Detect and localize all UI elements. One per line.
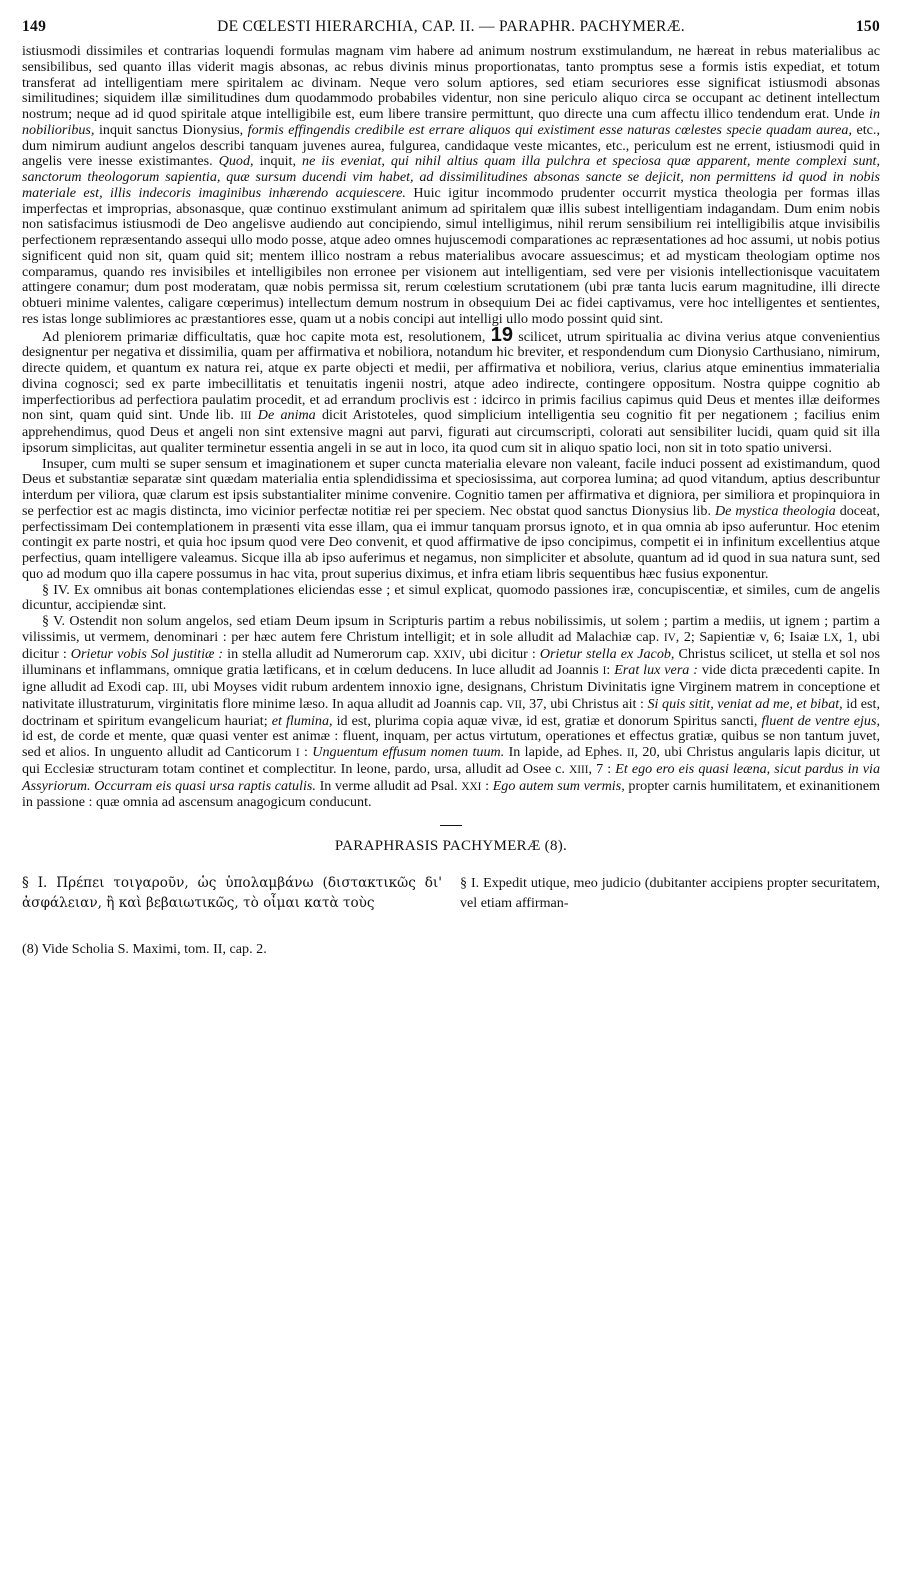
italic-run: De anima [257, 407, 316, 424]
italic-run: et flumina, [271, 712, 333, 729]
text-run: id est, de corde et mente, quæ quasi venter est animæ : fluent, inquam, per actus virtutum, operationes et effectus gratiæ, quibus se non tantum juvet, sed et alios. In unguento alludit ad Canticorum [22, 728, 880, 760]
italic-run: Orietur vobis Sol justitiæ : [70, 645, 224, 662]
text-run: istiusmodi dissimiles et contrarias loquendi formulas magnam vim habere ad animum nostrum exstimulandum, ne hæreat in rebus materialibus ac sensibilibus, sed quanto illas viderit magis absonas, ac rebus divinis minus proportionatas, tanto promptus sese a formis istis expediat, et totum transferat ad intelligentiam mere spiritalem ac divinam. Neque vero solum aptiores, sed etiam securiores esse significat istiusmodi absonas similitudines; siquidem illæ similitudines dum quodammodo probabiles videntur, non sine periculo aliquo circa se occupant ac detinent intellectum nostrum; neque ad id quod spiritale atque intelligibile est, eum libere transire permittunt, quo directe una cum affectu illico tendendum erat. Unde [22, 43, 880, 122]
text-run: Christus scilicet, ut stella et sol nos illuminans et inflammans, omnique gratia lætificans, et in cœlum deducens. In luce alludit ad Joannis [22, 645, 880, 679]
text-run: II [626, 747, 635, 759]
text-run: propter carnis humilitatem, et exinanitionem in passione : quæ omnia ad ascensum anagogicum conducunt. [22, 777, 880, 811]
paragraph-section-iv: § IV. Ex omnibus ait bonas contemplationes eliciendas esse ; et simul explicat, quomodo passiones iræ, concupiscentiæ, et similes, cum de angelis dicuntur, accipiendæ sint. [22, 581, 880, 614]
paragraph-1 [22, 44, 880, 328]
paraphrasis-title: PARAPHRASIS PACHYMERÆ (8). [334, 838, 568, 854]
text-run: IV [663, 631, 676, 644]
text-run: id est, plurima copia aquæ vivæ, id est, gratiæ et donorum Spiritus sancti, [332, 712, 762, 729]
text-run: scilicet, utrum spiritualia ac divina verius atque convenientius designentur per negativa et dissimilia, quam per affirmativa et nobiliora, notandum hic breviter, et respondendum cum Dionysio Carthusiano, nimirum, directe quidem, et quantum ex natura rei, atque ex parte objecti et medii, per affirmativa et nobiliora, verius, clarius atque eminentius immaterialia divina cognosci; sed ex parte imbecillitatis et tenuitatis ingenii nostri, atque adeo indirecte, contingere oppositum. Nostra quippe cognitio ab imperfectioribus ad perfectiora paulatim procedit, et ad errandum proclivis est : idcirco in primis facilius capimus quid Deus et mentes illæ deiformes non sint, quam quid sint. Unde lib. [22, 328, 880, 424]
italic-run: Et ego ero eis quasi leæna, sicut pardus in via Assyriorum. Occurram eis quasi ursa raptis catulis. [22, 760, 881, 794]
paragraph-2-rest [22, 329, 880, 456]
italic-run: De mystica theologia [715, 502, 836, 519]
text-run: etc., dum nimirum audiunt angelos describi tanquam juvenes aurea, fulgurea, candidaque veste micantes, etc., periculum est ne errent, istiusmodi quid in angelis vere inesse existimantes. [22, 121, 880, 170]
footnote: (8) Vide Scholia S. Maximi, tom. II, cap. 2. [22, 941, 267, 957]
text-run: Huic igitur incommodo prudenter occurrit mystica theologia per formas illas imperfectas et improprias, absonasque, quæ continuo exstimulant animum ad spiritalem quæ illis subest intelligentiam indagandam. Dum enim nobis non satisfacimus istiusmodi de Deo angelisve audiendo aut concipiendo, simul intelligimus, nihil rerum sensibilium rei intelligibilis atque invisibilis perfectionem repræsentando assequi ullo modo posse, atque adeo omnes hujuscemodi comparationes ac repræsentationes ad hoc assumi, ut nobis potius significent quid non sit, quam quid sit; mentem illico nostram a rebus materialibus avocare assuescimus; et ad mysticam theologiam optime nos comparamus, quando res invisibiles et intelligibiles non erronee per visionem aut intelligentiam, sed vere per visionis intellectionisque vacuitatem attingere conamur; dum post moderatam, quæ nobis permissa sit, rerum cœlestium scrutationem (ubi præ tanta lucis earum magnitudine, illi directe obtueri minime valentes, caligare cœperimus) intellectum demum nostrum in obsequium Dei ac fidei captivamus, vere hoc intelligentes et sentientes, res istas longe sublimiores ac præstantiores esse, quam ut a nobis concipi aut intelligi ullo modo possint quid sint. [22, 184, 880, 327]
text-run: vide dicta præcedenti capite. In igne alludit ad Exodi cap. [22, 662, 880, 695]
text-run: Insuper, cum multi se super sensum et imaginationem et super cuncta materialia elevare non valeant, facile induci possent ad existimandum, quod Deus et substantiæ separatæ sint quædam materialia entia splendidissima et speciosissima, aut corporea lumina; ad quod vitandum, aptius describuntur interdum per viliora, quæ clarum est ipsis substantialiter minime convenire. Cognitio tamen per affirmativa et digniora, per similiora et propinquiora in se perfectior est ac magis distincta, imo vicinior perfectæ notitiæ rei per speciem. Nec obstat quod sanctus Dionysius lib. [22, 455, 880, 519]
text-run: XXI [461, 780, 482, 793]
text-run: III [172, 682, 184, 694]
page-number-right: 150 [855, 18, 880, 35]
text-run: id est, doctrinam et spiritum evangelicum hauriat; [22, 695, 880, 729]
text-run: : [299, 744, 313, 760]
paragraph-2 [22, 323, 881, 457]
text-run: doceat, perfectissimam Dei contemplationem in præsenti vita esse illam, qua ei immur tanquam prorsus ignoto, et in qua omnia ab ipso auferuntur. Hoc etenim contingit ex parte nostri, et quia hoc ipsum quod vere Deo convenit, et quod affirmative de ipso concipimus, competit ei in infinitum excellentius atque perfectius, quam intelligere valeamus. Sicque illa ab ipso auferimus et negamus, non simpliciter et absolute, quantum ad id quod in sua natura sunt, sed quo ad modum quo illa capere possumus in hac vita, prout superius diximus, et infra etiam libris sequentibus hæc fusius exponentur. [22, 502, 880, 582]
section-divider [440, 825, 462, 826]
italic-run: Erat lux vera : [614, 662, 698, 679]
italic-run: fluent de ventre ejus, [761, 712, 880, 729]
text-run: , 7 : [588, 760, 616, 777]
italic-run: Quod, [218, 153, 254, 170]
text-run: , 37, ubi Christus ait : [522, 695, 648, 712]
text-run: In lapide, ad Ephes. [504, 744, 627, 760]
text-run: , ubi Moyses vidit rubum ardentem innoxio igne, designans, Christum Divinitatis igne Virginem matrem in conceptione et nativitate illustraturum, virginitatis flore minime læso. In aqua alludit ad Joannis cap. [22, 679, 880, 712]
paragraph-3 [22, 457, 880, 583]
italic-run: Orietur stella ex Jacob, [539, 645, 675, 662]
text-run: XIII [569, 763, 589, 776]
running-header [22, 18, 880, 44]
text-run: XXIV [433, 648, 462, 661]
text-run: , 20, ubi Christus angularis lapis dicitur, ut qui Ecclesiæ structuram totam continet et complectitur. In leone, pardo, ursa, alludit ad Osee c. [22, 744, 880, 777]
text-run: , 2; Sapientiæ v, 6; Isaiæ [675, 628, 824, 645]
text-run: VII [506, 698, 522, 711]
text-run: III [240, 410, 252, 423]
italic-run: in nobilioribus, [22, 106, 880, 138]
text-run: inquit sanctus Dionysius, [94, 121, 248, 138]
text-run: In verme alludit ad Psal. [315, 777, 462, 794]
text-run: , ubi dicitur : [461, 645, 540, 662]
italic-run: Ego autem sum vermis, [492, 777, 625, 794]
text-run: I [602, 665, 607, 678]
document-page [22, 18, 880, 958]
latin-column: § I. Expedit utique, meo judicio (dubitanter accipiens propter securitatem, vel etiam affirman- [460, 875, 880, 911]
italic-run: formis effingendis credibile est errare aliquos qui existiment esse naturas cœlestes specie quadam aurea, [247, 121, 852, 138]
italic-run: ne iis eveniat, qui nihil altius quam illa pulchra et speciosa quæ apparent, mente complexi sunt, sanctorum theologorum sapientia, quæ sursum ducendi vim habet, ad dissimilitudines absonas sancte se dejicit, non permittens id quod in nobis materiale est, illis indecoris imaginibus inhærendo acquiescere. [22, 153, 880, 201]
text-run: dicit Aristoteles, quod simplicium intelligentia seu cognitio fit per negationem ; facilius enim apprehendimus, quod Deus et angeli non sint extensive magni aut parvi, figurati aut circumscripti, colorati aut sensibiliter lucidi, quam quid sit illa ipsorum simplicitas, aut qualiter terminetur essentia angeli in se aut in loco, ita quod cum sit in aliquo spatio loci, non sit in toto spatio universi. [22, 407, 881, 456]
commentary-text [22, 44, 880, 811]
text-run: : [481, 777, 493, 794]
italic-run: Unguentum effusum nomen tuum. [312, 744, 505, 760]
greek-column: § I. Πρέπει τοιγαροῦν, ὡς ὑπολαμβάνω (διστακτικῶς δι' ἀσφάλειαν, ἢ καὶ βεβαιωτικῶς, τὸ οἶμαι κατὰ τοὺς [22, 875, 442, 911]
paragraph-section-v [22, 614, 880, 811]
text-run: in stella alludit ad Numerorum cap. [223, 645, 434, 662]
margin-marker: 19 [490, 323, 513, 346]
two-column-text [22, 873, 880, 913]
paragraph-2-start: Ad pleniorem primariæ difficultatis, quæ hoc capite mota est, resolutionem, [42, 328, 491, 345]
italic-run: Si quis sitit, veniat ad me, et bibat, [647, 695, 843, 712]
running-title: DE CŒLESTI HIERARCHIA, CAP. II. — PARAPHR. PACHYMERÆ. [217, 18, 685, 35]
text-run: I [295, 747, 300, 759]
text-run: § V. Ostendit non solum angelos, sed etiam Deum ipsum in Scripturis partim a rebus nobilissimis, ut solem ; partim a mediis, ut ignem ; partim a vilissimis, ut vermem, denominari : per hæc autem fere Christum intelligit; et in sole alludit ad Malachiæ cap. [22, 613, 880, 645]
text-run: LX [823, 631, 839, 644]
text-run: inquit, [253, 153, 303, 170]
text-run: : [606, 662, 615, 679]
text-run: , 1, ubi dicitur : [22, 628, 880, 662]
page-number-left: 149 [22, 18, 47, 35]
